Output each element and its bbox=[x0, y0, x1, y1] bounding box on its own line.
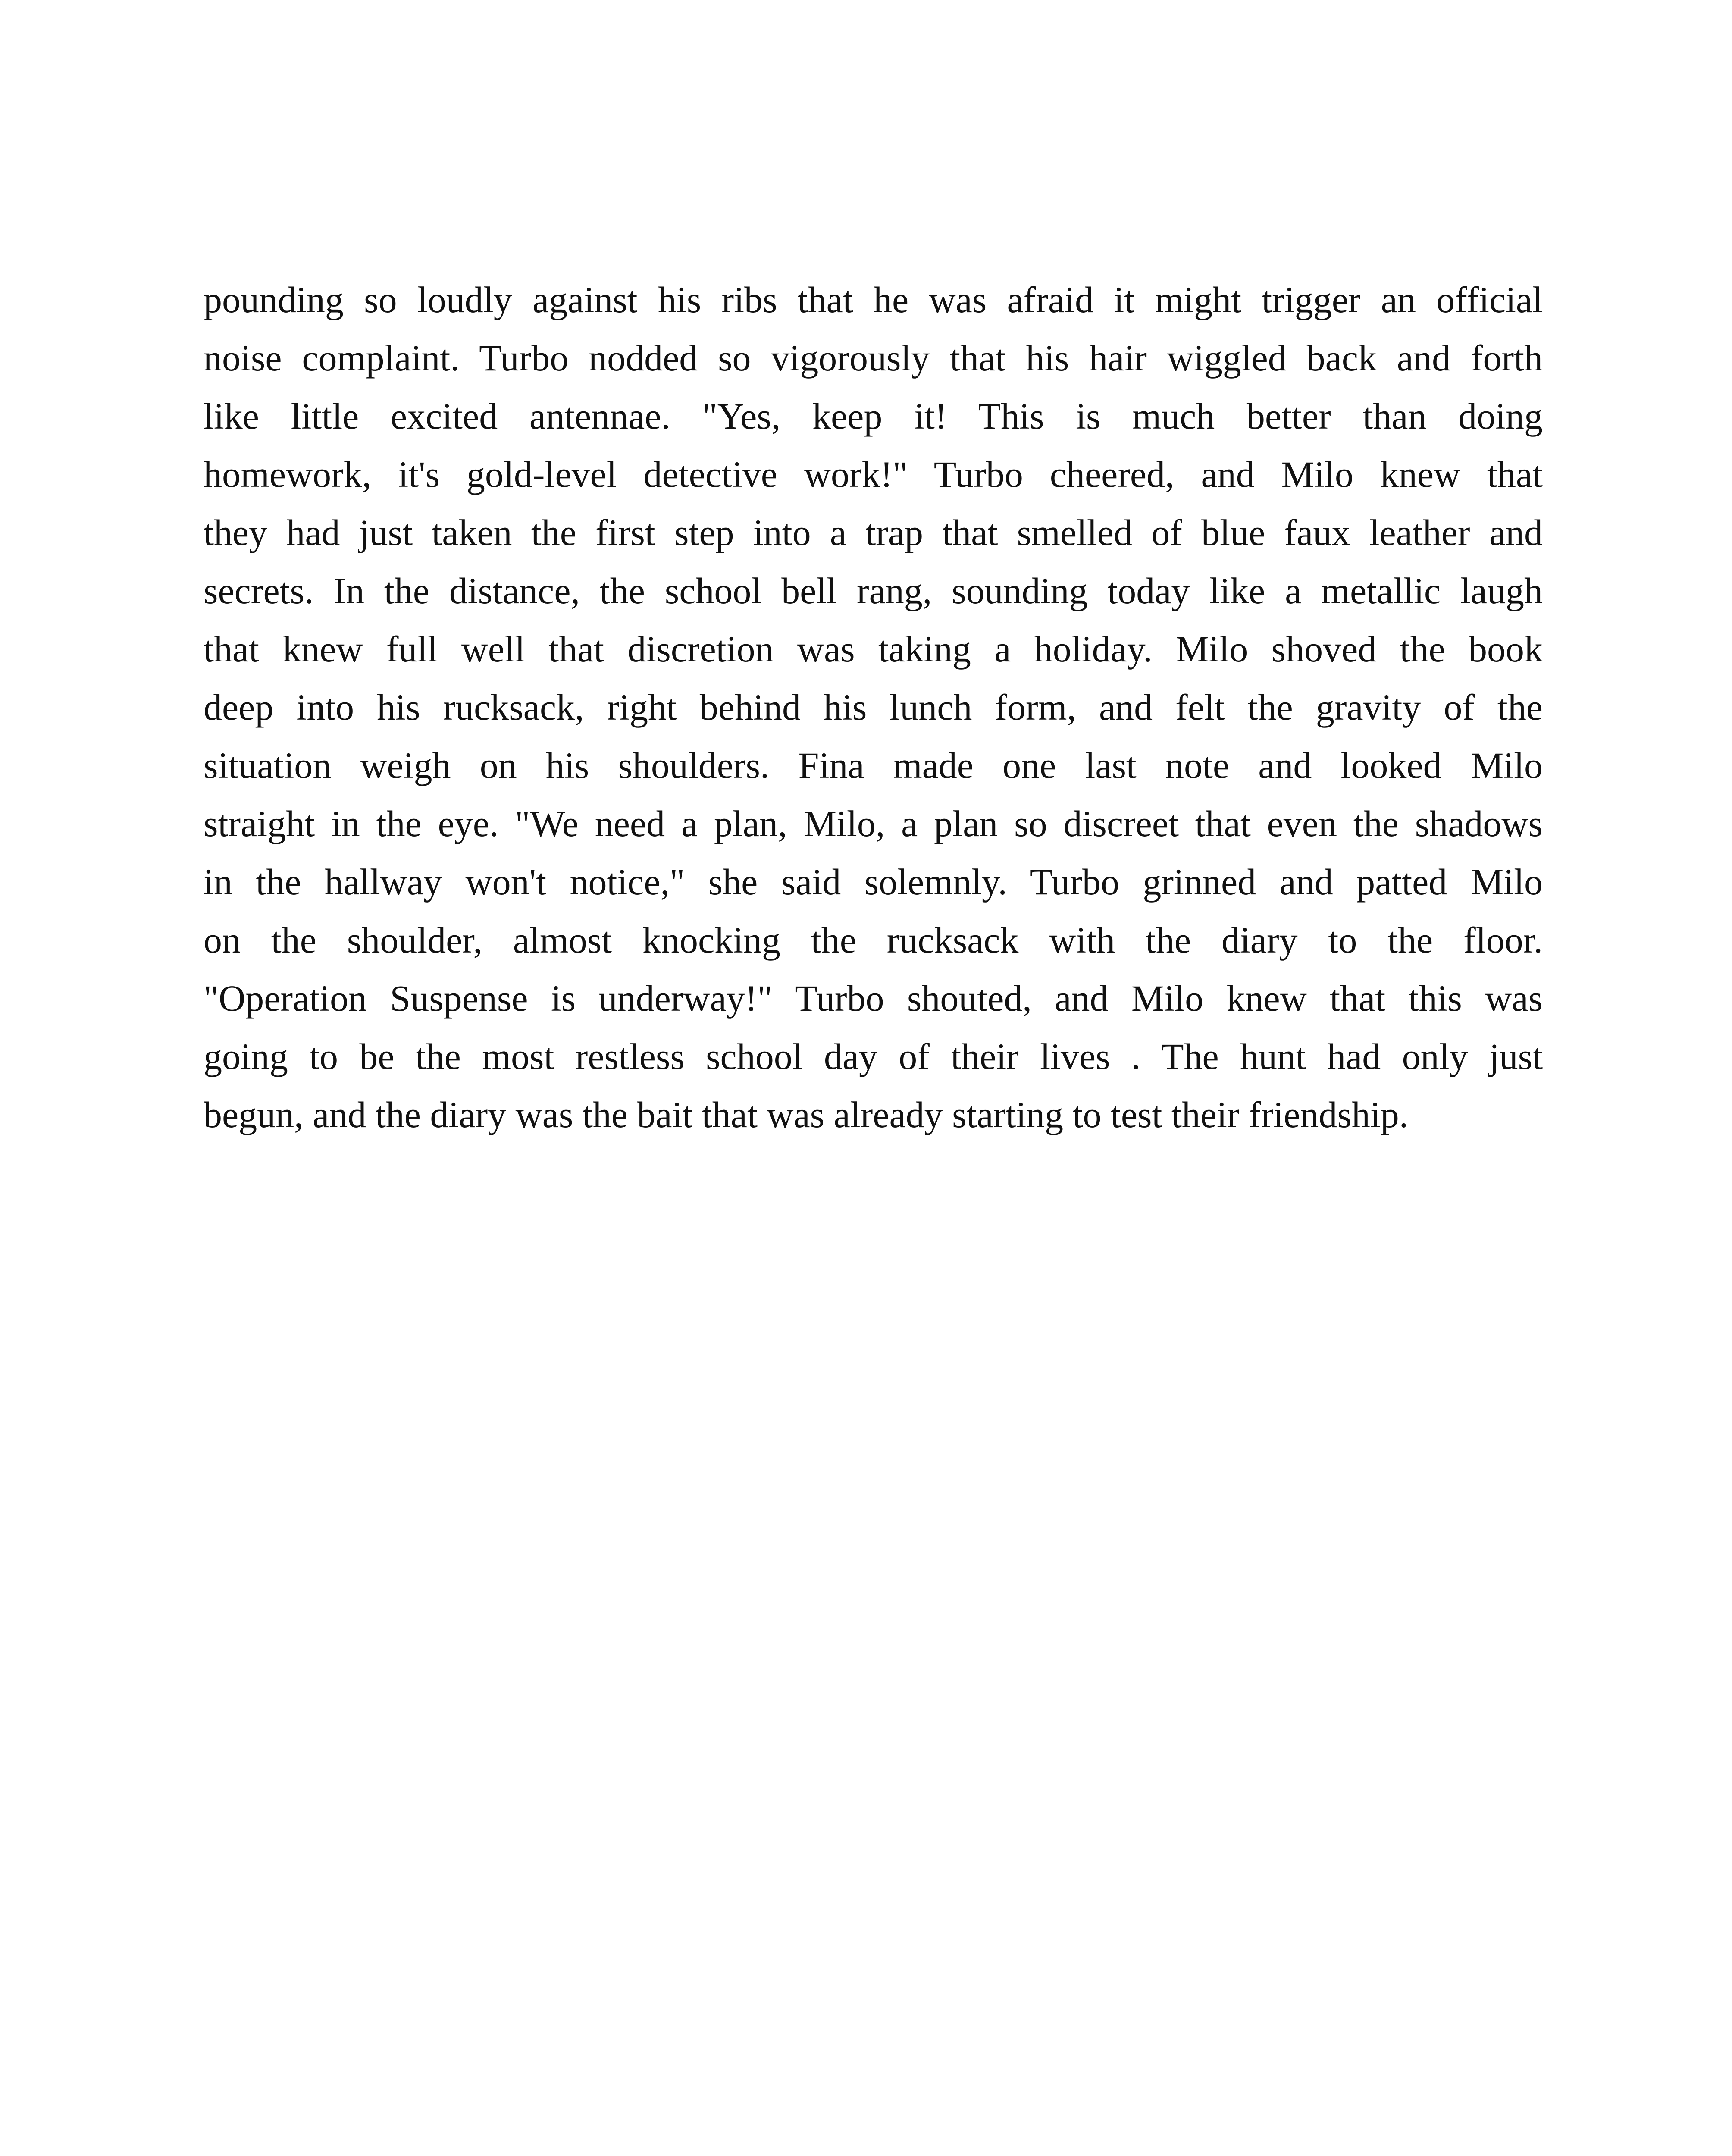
paragraph-line: begun, and the diary was the bait that was already starting to test their friendship. bbox=[204, 1094, 1409, 1135]
paragraph-line: "Operation Suspense is underway!" Turbo shouted, and Milo knew that this was bbox=[204, 978, 1543, 1019]
paragraph-line: deep into his rucksack, right behind his lunch form, and felt the gravity of the bbox=[204, 686, 1543, 728]
paragraph-line: situation weigh on his shoulders. Fina made one last note and looked Milo bbox=[204, 745, 1543, 786]
paragraph-line: they had just taken the first step into a trap that smelled of blue faux leather and bbox=[204, 512, 1543, 553]
paragraph-line: noise complaint. Turbo nodded so vigorously that his hair wiggled back and forth bbox=[204, 337, 1543, 379]
paragraph-line: straight in the eye. "We need a plan, Milo, a plan so discreet that even the shadows bbox=[204, 803, 1543, 844]
paragraph-line: pounding so loudly against his ribs that he was afraid it might trigger an official bbox=[204, 279, 1543, 320]
paragraph-line: in the hallway won't notice," she said solemnly. Turbo grinned and patted Milo bbox=[204, 861, 1543, 903]
body-paragraph bbox=[204, 271, 1543, 1144]
paragraph-line: on the shoulder, almost knocking the rucksack with the diary to the floor. bbox=[204, 919, 1543, 961]
paragraph-line: secrets. In the distance, the school bell rang, sounding today like a metallic laugh bbox=[204, 570, 1543, 611]
paragraph-line: that knew full well that discretion was taking a holiday. Milo shoved the book bbox=[204, 628, 1543, 670]
paragraph-line: going to be the most restless school day of their lives . The hunt had only just bbox=[204, 1036, 1543, 1077]
paragraph-line: homework, it's gold-level detective work!" Turbo cheered, and Milo knew that bbox=[204, 454, 1543, 495]
paragraph-line: like little excited antennae. "Yes, keep it! This is much better than doing bbox=[204, 395, 1543, 437]
